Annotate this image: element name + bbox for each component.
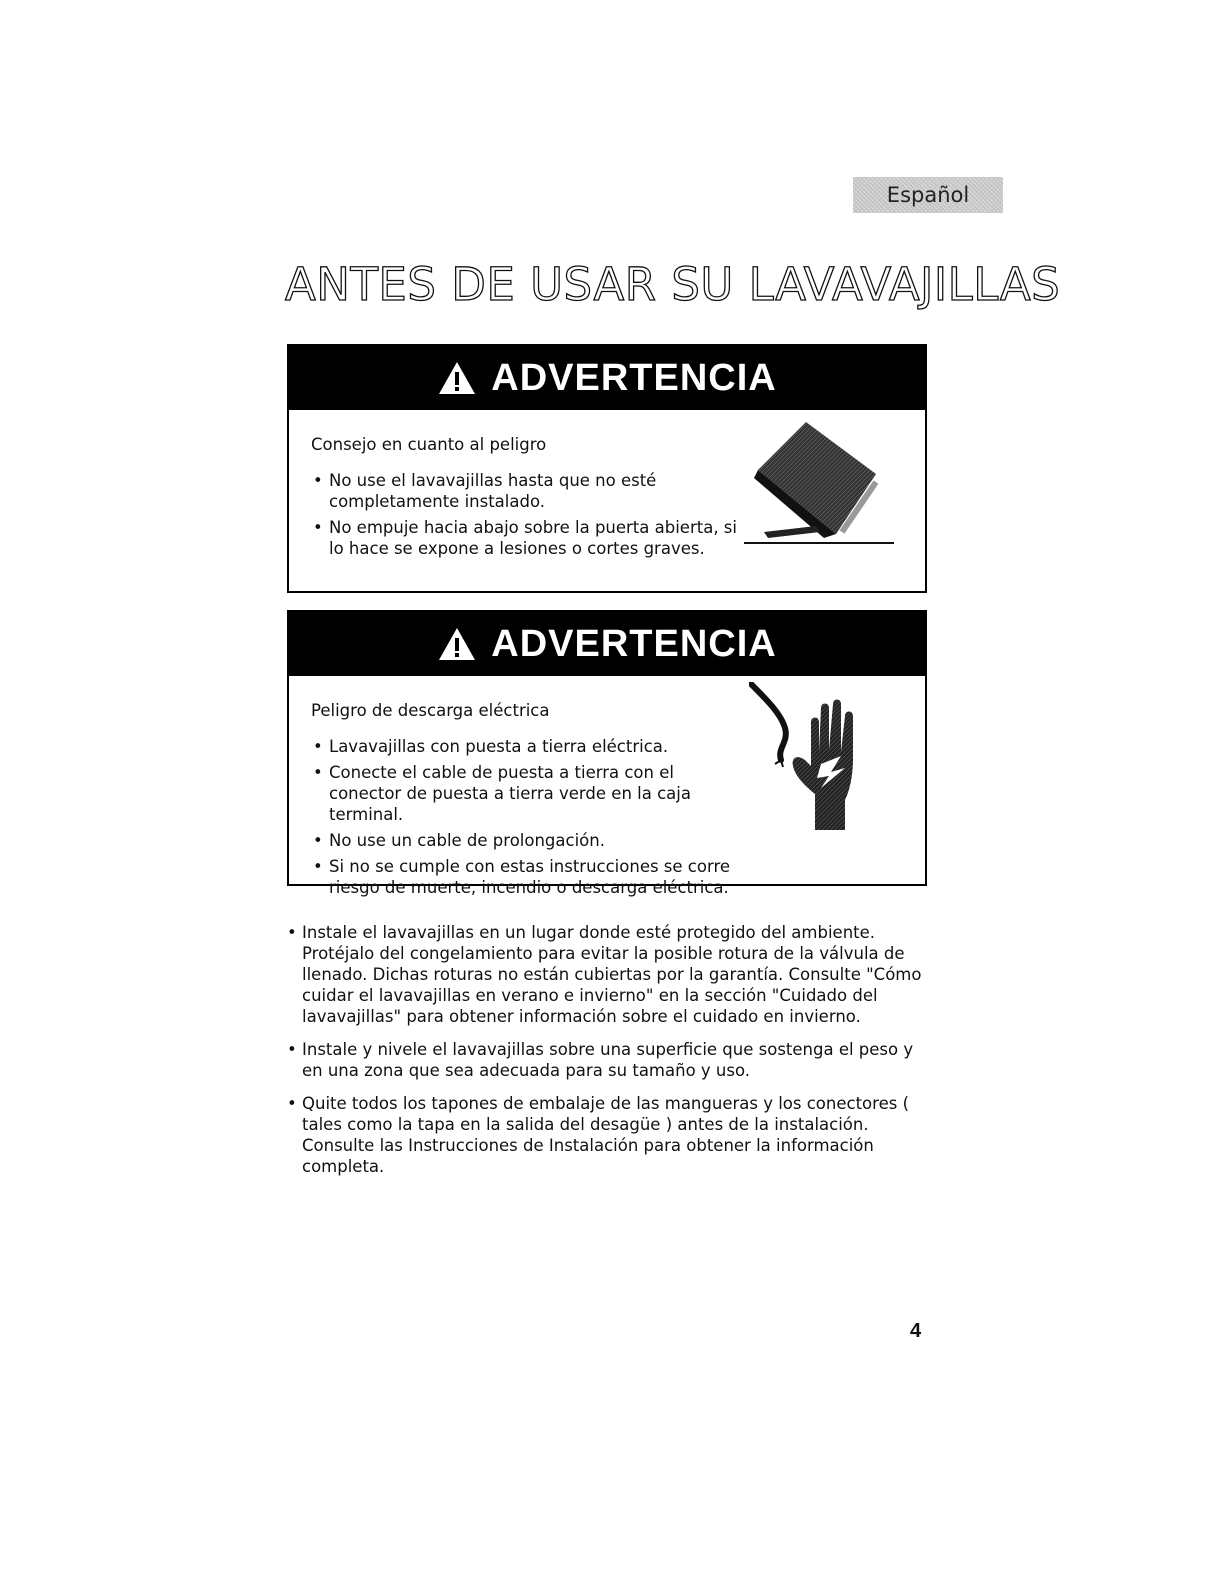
list-item: • Instale el lavavajillas en un lugar donde esté protegido del ambiente. Protéjalo del congelamiento para evitar la posible rotura de la válvula de llenado. Dichas roturas no están cubiertas por la garantía. Consulte "Cómo cuidar el lavavajillas en verano e invierno" en la sección "Cuidado del lavavajillas" para obtener información sobre el cuidado en invierno. xyxy=(287,922,927,1027)
warning-header-text: ADVERTENCIA xyxy=(491,622,777,665)
open-door-icon xyxy=(744,422,894,552)
warning-item: • Lavavajillas con puesta a tierra eléctrica. xyxy=(311,736,749,757)
warning-triangle-icon xyxy=(437,360,477,396)
list-item: • Instale y nivele el lavavajillas sobre una superficie que sostenga el peso y en una zona que sea adecuada para su tamaño y uso. xyxy=(287,1039,927,1081)
installation-notes xyxy=(287,922,927,1189)
warning-item: • Conecte el cable de puesta a tierra con el conector de puesta a tierra verde en la caja terminal. xyxy=(311,762,749,825)
warning-item: • Si no se cumple con estas instrucciones se corre riesgo de muerte, incendio o descarga eléctrica. xyxy=(311,856,749,898)
warning-header xyxy=(289,612,925,676)
warning-box-electric-shock xyxy=(287,610,927,897)
warning-item: • No empuje hacia abajo sobre la puerta abierta, si lo hace se expone a lesiones o cortes graves. xyxy=(311,517,749,559)
language-tab: Español xyxy=(853,177,1003,213)
warning-triangle-icon xyxy=(437,626,477,662)
warning-subtitle: Peligro de descarga eléctrica xyxy=(311,701,550,720)
warning-subtitle: Consejo en cuanto al peligro xyxy=(311,435,547,454)
warning-item: • No use un cable de prolongación. xyxy=(311,830,749,851)
electric-shock-hand-icon xyxy=(749,682,879,832)
warning-box-door-hazard xyxy=(287,344,927,593)
warning-header xyxy=(289,346,925,410)
page-title: ANTES DE USAR SU LAVAVAJILLAS xyxy=(285,258,1061,311)
warning-header-text: ADVERTENCIA xyxy=(491,356,777,399)
warning-item: • No use el lavavajillas hasta que no esté completamente instalado. xyxy=(311,470,749,512)
list-item: • Quite todos los tapones de embalaje de las mangueras y los conectores ( tales como la tapa en la salida del desagüe ) antes de la instalación. Consulte las Instrucciones de Instalación para obtener la información completa. xyxy=(287,1093,927,1177)
page-number: 4 xyxy=(910,1320,922,1342)
